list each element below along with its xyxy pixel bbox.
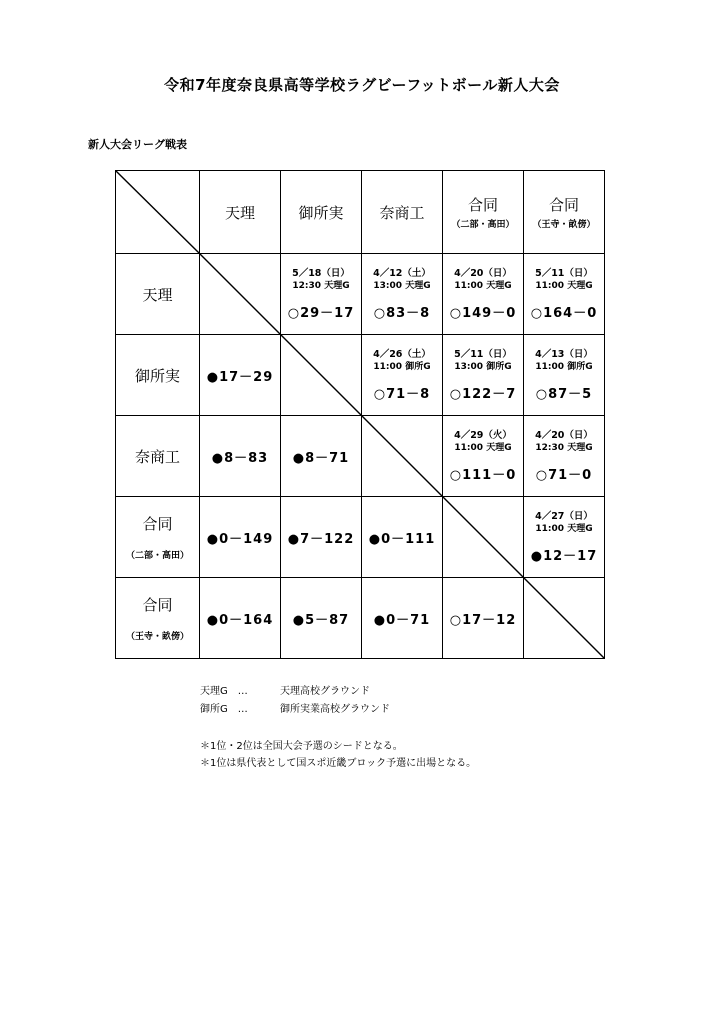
diagonal-cell: [443, 497, 524, 578]
match-cell: [362, 335, 443, 416]
match-time-venue: 11:00 天理G: [535, 281, 593, 291]
legend-key: 天理G …: [200, 686, 248, 697]
legend-key: 御所G …: [200, 704, 248, 715]
match-cell: [200, 335, 281, 416]
match-cell: [281, 254, 362, 335]
match-date: 5／11（日）: [535, 268, 593, 279]
row-header: [116, 254, 200, 335]
match-cell-content: [281, 497, 361, 577]
match-date: 4／12（土）: [373, 268, 431, 279]
diagonal-cell: [281, 335, 362, 416]
match-score: ○122－7: [449, 387, 517, 402]
match-cell-content: [443, 335, 523, 415]
match-cell-content: [362, 254, 442, 334]
note-line: ＊1位・2位は全国大会予選のシードとなる。: [200, 741, 403, 752]
column-header-sub: （二部・高田）: [451, 220, 515, 230]
match-date: 5／18（日）: [292, 268, 350, 279]
match-score: ○29－17: [287, 306, 355, 321]
match-cell: [443, 254, 524, 335]
match-cell: [443, 416, 524, 497]
match-score: ●5－87: [292, 612, 350, 628]
match-cell-content: [200, 416, 280, 496]
legend-value: 御所実業高校グラウンド: [280, 704, 390, 715]
header-row: [116, 171, 605, 254]
match-time-venue: 11:00 御所G: [535, 362, 593, 372]
match-cell-content: [443, 416, 523, 496]
match-score: ●0－71: [373, 612, 431, 628]
column-header: [200, 171, 281, 254]
match-time-venue: 11:00 御所G: [373, 362, 431, 372]
column-header: [524, 171, 605, 254]
match-date: 5／11（日）: [454, 349, 512, 360]
match-time-venue: 11:00 天理G: [454, 443, 512, 453]
match-time-venue: 11:00 天理G: [535, 524, 593, 534]
match-cell-content: [443, 254, 523, 334]
table-row: [116, 497, 605, 578]
match-cell: [524, 497, 605, 578]
match-cell-content: [200, 578, 280, 658]
column-header: [362, 171, 443, 254]
legend-item: [200, 701, 390, 719]
match-score: ●8－83: [211, 450, 269, 466]
match-cell: [524, 254, 605, 335]
match-score: ●0－149: [206, 531, 274, 547]
match-time-venue: 11:00 天理G: [454, 281, 512, 291]
note-line: ＊1位は県代表として国スポ近畿ブロック予選に出場となる。: [200, 758, 477, 769]
match-date: 4／20（日）: [535, 430, 593, 441]
diagonal-line: [362, 416, 442, 496]
row-header: [116, 416, 200, 497]
diagonal-cell: [200, 254, 281, 335]
match-cell: [362, 497, 443, 578]
match-cell: [524, 416, 605, 497]
row-header: [116, 578, 200, 659]
match-score: ○83－8: [373, 306, 431, 321]
match-cell-content: [524, 254, 604, 334]
match-cell-content: [200, 335, 280, 415]
match-cell-content: [362, 497, 442, 577]
diagonal-line: [281, 335, 361, 415]
column-header-sub: （王寺・畝傍）: [532, 220, 596, 230]
diagonal-cell: [362, 416, 443, 497]
legend-value: 天理高校グラウンド: [280, 686, 370, 697]
legend-item: [200, 683, 390, 701]
match-score: ○149－0: [449, 306, 517, 321]
table-row: [116, 335, 605, 416]
table-row: [116, 578, 605, 659]
column-header-name: 合同: [548, 196, 579, 214]
match-score: ○71－0: [535, 468, 593, 483]
diagonal-line: [116, 171, 199, 253]
section-subtitle: 新人大会リーグ戦表: [88, 138, 187, 151]
match-cell-content: [281, 254, 361, 334]
match-cell-content: [362, 335, 442, 415]
match-score: ○17－12: [449, 612, 517, 628]
match-cell-content: [443, 578, 523, 658]
match-date: 4／13（日）: [535, 349, 593, 360]
column-header: [443, 171, 524, 254]
match-cell-content: [524, 416, 604, 496]
match-score: ●0－111: [368, 531, 436, 547]
match-cell: [362, 254, 443, 335]
column-header-name: 合同: [467, 196, 498, 214]
match-cell-content: [524, 335, 604, 415]
row-header: [116, 335, 200, 416]
match-cell: [281, 416, 362, 497]
row-header-name: 天理: [142, 285, 173, 304]
match-score: ●0－164: [206, 612, 274, 628]
match-date: 4／29（火）: [454, 430, 512, 441]
match-cell-content: [524, 497, 604, 577]
match-cell-content: [281, 578, 361, 658]
page-title: 令和7年度奈良県高等学校ラグビーフットボール新人大会: [164, 76, 560, 94]
table-row: [116, 254, 605, 335]
match-score: ●17－29: [206, 369, 274, 385]
match-cell: [281, 578, 362, 659]
match-date: 4／26（土）: [373, 349, 431, 360]
match-cell-content: [281, 416, 361, 496]
match-cell: [362, 578, 443, 659]
match-cell: [200, 578, 281, 659]
match-cell: [281, 497, 362, 578]
match-cell: [443, 578, 524, 659]
column-header-name: 奈商工: [379, 203, 425, 222]
match-cell: [524, 335, 605, 416]
match-time-venue: 13:00 天理G: [373, 281, 431, 291]
row-header-name: 合同: [142, 515, 173, 533]
notes: [200, 738, 476, 772]
row-header-name: 合同: [142, 596, 173, 614]
row-header: [116, 497, 200, 578]
match-score: ○111－0: [449, 468, 517, 483]
match-time-venue: 12:30 天理G: [292, 281, 350, 291]
match-cell: [443, 335, 524, 416]
match-time-venue: 12:30 天理G: [535, 443, 593, 453]
row-header-name: 御所実: [134, 366, 180, 385]
match-score: ○71－8: [373, 387, 431, 402]
row-header-sub: （二部・高田）: [125, 551, 189, 561]
table-row: [116, 416, 605, 497]
column-header-name: 天理: [224, 203, 255, 222]
row-header-name: 奈商工: [134, 447, 180, 466]
match-cell-content: [200, 497, 280, 577]
diagonal-cell: [524, 578, 605, 659]
diagonal-line: [443, 497, 523, 577]
match-score: ○164－0: [530, 306, 598, 321]
match-score: ●12－17: [530, 549, 598, 564]
match-time-venue: 13:00 御所G: [454, 362, 512, 372]
row-header-sub: （王寺・畝傍）: [125, 632, 189, 642]
match-date: 4／20（日）: [454, 268, 512, 279]
diagonal-line: [200, 254, 280, 334]
match-cell: [200, 497, 281, 578]
match-date: 4／27（日）: [535, 511, 593, 522]
corner-cell: [116, 171, 200, 254]
league-table: [115, 170, 605, 659]
legend: [200, 683, 390, 719]
match-cell: [200, 416, 281, 497]
match-score: ●7－122: [287, 531, 355, 547]
match-score: ○87－5: [535, 387, 593, 402]
match-cell-content: [362, 578, 442, 658]
diagonal-line: [524, 578, 604, 658]
match-score: ●8－71: [292, 450, 350, 466]
column-header-name: 御所実: [298, 203, 344, 222]
column-header: [281, 171, 362, 254]
